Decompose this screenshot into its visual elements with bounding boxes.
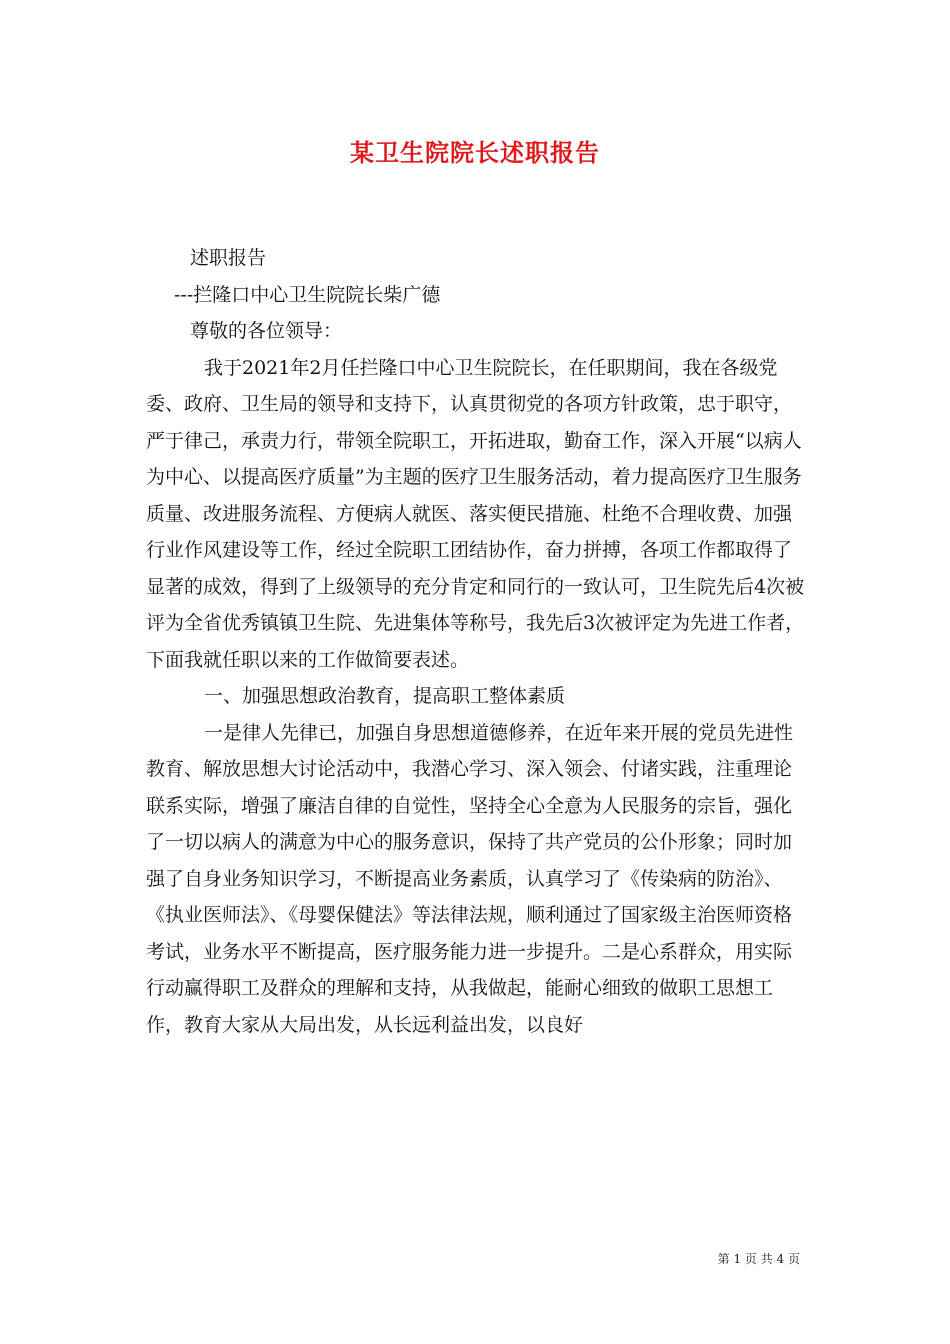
paragraph-author: ---拦隆口中心卫生院院长柴广德 [174,283,441,306]
document-title: 某卫生院院长述职报告 [350,138,600,167]
paragraph-section-1: 一是律人先律已，加强自身思想道德修养，在近年来开展的党员先进性教育、解放思想大讨论活动中，我潜心学习、深入领会、付诸实践，注重理论联系实际，增强了廉洁自律的自觉性，坚持全心全意为人民服务的宗旨，强化了一切以病人的满意为中心的服务意识，保持了共产党员的公仆形象；同时加强了自身业务知识学习，不断提高业务素质，认真学习了《传染病的防治》、《执业医师法》、《母婴保健法》等法律法规，顺利通过了国家级主治医师资格考试，业务水平不断提高，医疗服务能力进一步提升。二是心系群众，用实际行动赢得职工及群众的理解和支持，从我做起，能耐心细致的做职工思想工作，教育大家从大局出发，从长远利益出发，以良好 [146,721,794,1036]
paragraph-intro: 我于2021年2月任拦隆口中心卫生院院长，在任职期间，我在各级党委、政府、卫生局的领导和支持下，认真贯彻党的各项方针政策，忠于职守，严于律己，承责力行，带领全院职工，开拓进取，勤奋工作，深入开展“以病人为中心、以提高医疗质量”为主题的医疗卫生服务活动，着力提高医疗卫生服务质量、改进服务流程、方便病人就医、落实便民措施、杜绝不合理收费、加强行业作风建设等工作，经过全院职工团结协作，奋力拼搏，各项工作都取得了显著的成效，得到了上级领导的充分肯定和同行的一致认可，卫生院先后4次被评为全省优秀镇镇卫生院、先进集体等称号，我先后3次被评定为先进工作者，下面我就任职以来的工作做简要表述。 [146,356,805,671]
section-heading-1: 一、加强思想政治教育，提高职工整体素质 [204,685,566,707]
page-footer: 第 1 页 共 4 页 [717,1252,800,1266]
document-body [146,240,806,1043]
paragraph-salutation: 尊敬的各位领导： [190,320,343,342]
paragraph-heading: 述职报告 [190,247,267,269]
